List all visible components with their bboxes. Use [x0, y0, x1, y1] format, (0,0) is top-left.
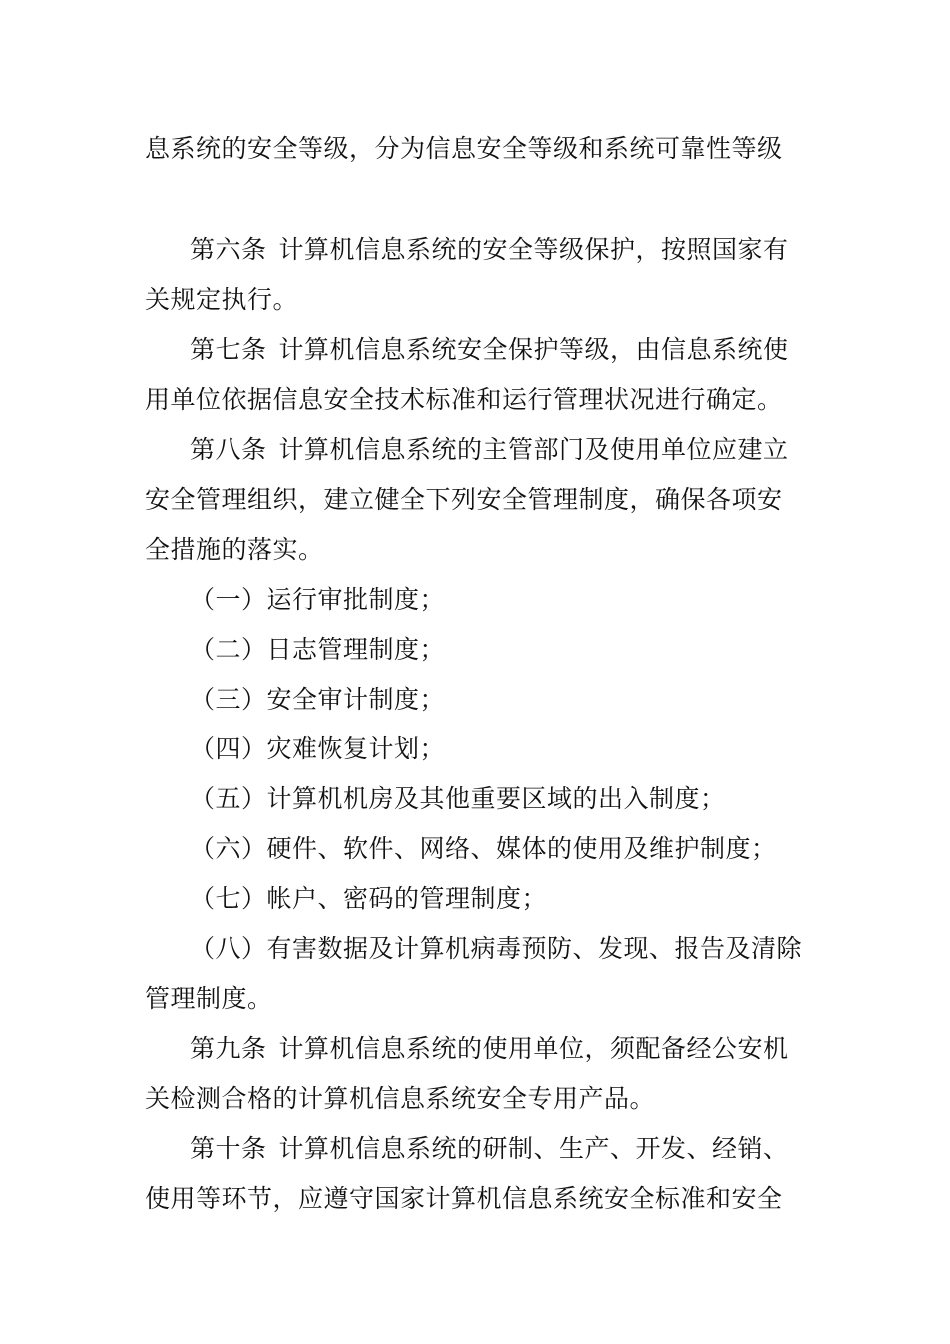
- article-number: 第七条: [190, 335, 267, 364]
- article-10-line: [190, 1133, 870, 1165]
- line-text: （一）运行审批制度；: [190, 585, 446, 614]
- line-text: 计算机信息系统的使用单位，须配备经公安机: [278, 1034, 789, 1063]
- line-text: 计算机信息系统安全保护等级，由信息系统使: [278, 335, 789, 364]
- list-item: [190, 684, 870, 716]
- line-text: 用单位依据信息安全技术标准和运行管理状况进行确定。: [145, 385, 783, 414]
- line-text: 计算机信息系统的安全等级保护，按照国家有: [278, 235, 789, 264]
- line-text: （七）帐户、密码的管理制度；: [190, 884, 548, 913]
- article-8-line: [190, 434, 870, 466]
- list-item: [190, 883, 870, 915]
- list-item: [190, 783, 870, 815]
- article-number: 第六条: [190, 235, 267, 264]
- line-text: （八）有害数据及计算机病毒预防、发现、报告及清除: [190, 934, 803, 963]
- line-text: 计算机信息系统的主管部门及使用单位应建立: [278, 435, 789, 464]
- line-text: （五）计算机机房及其他重要区域的出入制度；: [190, 784, 726, 813]
- paragraph-line: [145, 284, 825, 316]
- article-9-line: [190, 1033, 870, 1065]
- paragraph-line: [145, 133, 825, 165]
- list-item: [190, 584, 870, 616]
- line-text: 息系统的安全等级，分为信息安全等级和系统可靠性等级: [145, 134, 783, 163]
- line-text: （三）安全审计制度；: [190, 685, 446, 714]
- line-text: 安全管理组织，建立健全下列安全管理制度，确保各项安: [145, 485, 783, 514]
- list-item: [190, 833, 870, 865]
- list-item: [190, 933, 870, 965]
- paragraph-line: [145, 484, 825, 516]
- paragraph-line: [145, 384, 825, 416]
- line-text: 管理制度。: [145, 984, 273, 1013]
- list-item: [190, 733, 870, 765]
- line-text: （二）日志管理制度；: [190, 635, 446, 664]
- article-6-line: [190, 234, 870, 266]
- list-item: [190, 634, 870, 666]
- paragraph-line: [145, 983, 825, 1015]
- article-number: 第十条: [190, 1134, 267, 1163]
- article-number: 第八条: [190, 435, 267, 464]
- line-text: （四）灾难恢复计划；: [190, 734, 446, 763]
- line-text: 计算机信息系统的研制、生产、开发、经销、: [278, 1134, 789, 1163]
- article-7-line: [190, 334, 870, 366]
- line-text: 关规定执行。: [145, 285, 299, 314]
- paragraph-line: [145, 1183, 825, 1215]
- line-text: 使用等环节，应遵守国家计算机信息系统安全标准和安全: [145, 1184, 783, 1213]
- paragraph-line: [145, 1083, 825, 1115]
- line-text: 关检测合格的计算机信息系统安全专用产品。: [145, 1084, 656, 1113]
- paragraph-line: [145, 534, 825, 566]
- article-number: 第九条: [190, 1034, 267, 1063]
- line-text: 全措施的落实。: [145, 535, 324, 564]
- line-text: （六）硬件、软件、网络、媒体的使用及维护制度；: [190, 834, 777, 863]
